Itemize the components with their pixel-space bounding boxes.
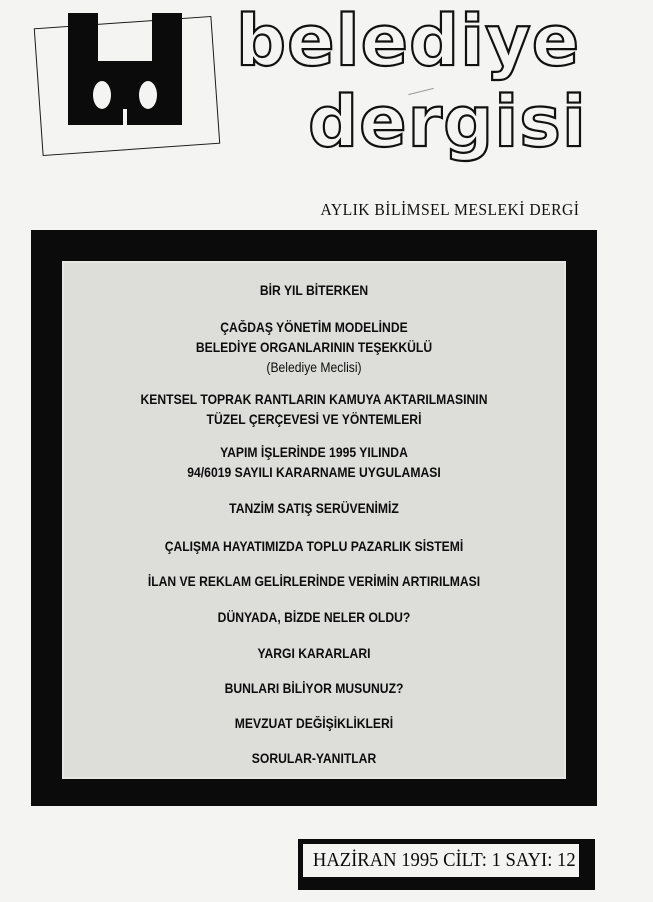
magazine-title-line-1: belediye xyxy=(236,0,581,82)
entry-line: ÇAĞDAŞ YÖNETİM MODELİNDE xyxy=(220,320,408,335)
contents-entry xyxy=(87,318,541,378)
entry-line: SORULAR-YANITLAR xyxy=(251,751,377,766)
contents-entry xyxy=(87,572,541,592)
magazine-title-line-2: dergisi xyxy=(308,81,587,163)
entry-line: TÜZEL ÇERÇEVESİ VE YÖNTEMLERİ xyxy=(206,412,422,427)
entry-line: BİR YIL BİTERKEN xyxy=(259,283,369,298)
contents-entry xyxy=(87,390,541,430)
contents-entry xyxy=(87,644,541,664)
contents-list xyxy=(62,261,566,779)
contents-entry xyxy=(87,714,541,734)
entry-line: MEVZUAT DEĞİŞİKLİKLERİ xyxy=(234,716,394,731)
entry-note: (Belediye Meclisi) xyxy=(266,360,362,375)
entry-line: BUNLARI BİLİYOR MUSUNUZ? xyxy=(224,681,404,696)
contents-entry xyxy=(87,443,541,483)
contents-entry xyxy=(87,499,541,519)
entry-line: YAPIM İŞLERİNDE 1995 YILINDA xyxy=(220,445,408,460)
issue-label: HAZİRAN 1995 CİLT: 1 SAYI: 12 xyxy=(312,849,576,871)
entry-line: TANZİM SATIŞ SERÜVENİMİZ xyxy=(229,501,399,516)
entry-line: ÇALIŞMA HAYATIMIZDA TOPLU PAZARLIK SİSTEMİ xyxy=(164,539,464,554)
contents-entry xyxy=(87,608,541,628)
contents-box xyxy=(59,258,569,782)
contents-entry xyxy=(87,749,541,769)
entry-line: KENTSEL TOPRAK RANTLARIN KAMUYA AKTARILMASININ xyxy=(140,392,488,407)
contents-entry xyxy=(87,281,541,301)
contents-panel xyxy=(31,230,597,806)
entry-line: BELEDİYE ORGANLARININ TEŞEKKÜLÜ xyxy=(195,340,433,355)
issue-box xyxy=(298,839,595,890)
entry-line: 94/6019 SAYILI KARARNAME UYGULAMASI xyxy=(187,465,441,480)
entry-line: YARGI KARARLARI xyxy=(257,646,371,661)
bd-logo-icon xyxy=(62,13,186,131)
entry-line: DÜNYADA, BİZDE NELER OLDU? xyxy=(217,610,411,625)
entry-line: İLAN VE REKLAM GELİRLERİNDE VERİMİN ARTIRILMASI xyxy=(147,574,481,589)
contents-entry xyxy=(87,537,541,557)
magazine-subtitle: AYLIK BİLİMSEL MESLEKİ DERGİ xyxy=(320,200,579,219)
contents-entry xyxy=(87,679,541,699)
issue-label-frame xyxy=(302,843,580,878)
